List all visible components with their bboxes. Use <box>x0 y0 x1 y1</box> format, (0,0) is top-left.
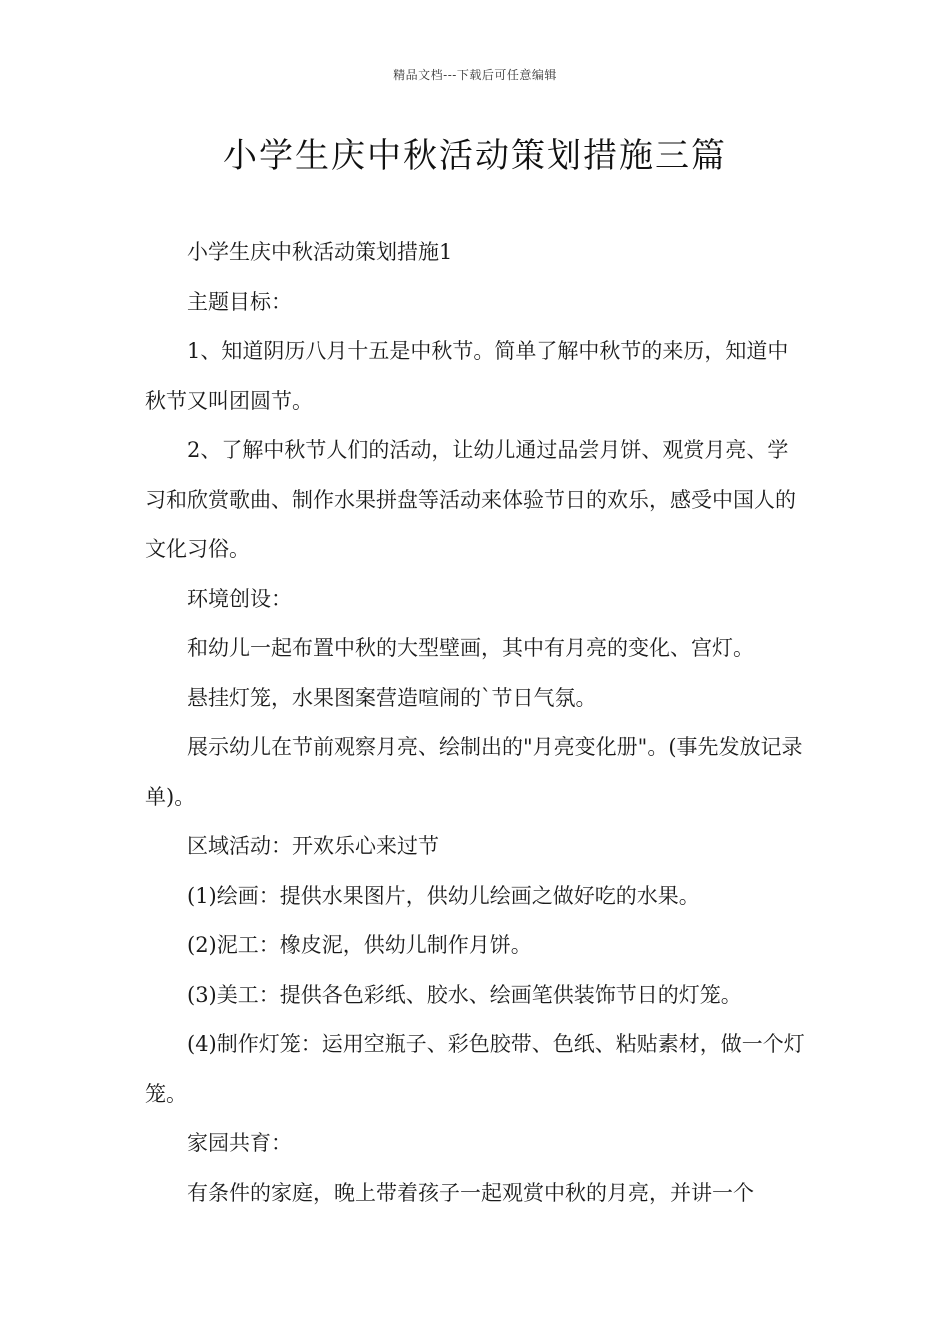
paragraph-environment-1: 和幼儿一起布置中秋的大型壁画，其中有月亮的变化、宫灯。 <box>187 636 754 660</box>
paragraph-environment-2: 悬挂灯笼，水果图案营造喧闹的`节日气氛。 <box>187 685 597 710</box>
paragraph-home-heading: 家园共育： <box>187 1131 292 1155</box>
paragraph-goal-2: 2、了解中秋节人们的活动，让幼儿通过品尝月饼、观赏月亮、学习和欣赏歌曲、制作水果拼盘等活动来体验节日的欢乐，感受中国人的文化习俗。 <box>145 438 796 561</box>
paragraph-area-1: (1)绘画：提供水果图片，供幼儿绘画之做好吃的水果。 <box>187 883 700 908</box>
document-body <box>145 228 807 1218</box>
paragraph-area-4: (4)制作灯笼：运用空瓶子、彩色胶带、色纸、粘贴素材，做一个灯笼。 <box>145 1032 805 1106</box>
paragraph-environment-heading: 环境创设： <box>187 586 292 611</box>
paragraph-section-heading: 小学生庆中秋活动策划措施1 <box>187 240 453 264</box>
paragraph-area-3: (3)美工：提供各色彩纸、胶水、绘画笔供装饰节日的灯笼。 <box>187 982 742 1007</box>
paragraph-goal-heading: 主题目标： <box>187 289 292 314</box>
paragraph-area-heading: 区域活动：开欢乐心来过节 <box>187 834 439 858</box>
paragraph-environment-3: 展示幼儿在节前观察月亮、绘制出的"月亮变化册"。(事先发放记录单)。 <box>145 735 803 809</box>
paragraph-area-2: (2)泥工：橡皮泥，供幼儿制作月饼。 <box>187 933 532 957</box>
header-note: 精品文档---下载后可任意编辑 <box>393 68 557 82</box>
document-title: 小学生庆中秋活动策划措施三篇 <box>223 136 727 176</box>
paragraph-home-1: 有条件的家庭，晚上带着孩子一起观赏中秋的月亮，并讲一个 <box>187 1180 754 1205</box>
paragraph-goal-1: 1、知道阴历八月十五是中秋节。简单了解中秋节的来历，知道中秋节又叫团圆节。 <box>145 339 789 413</box>
